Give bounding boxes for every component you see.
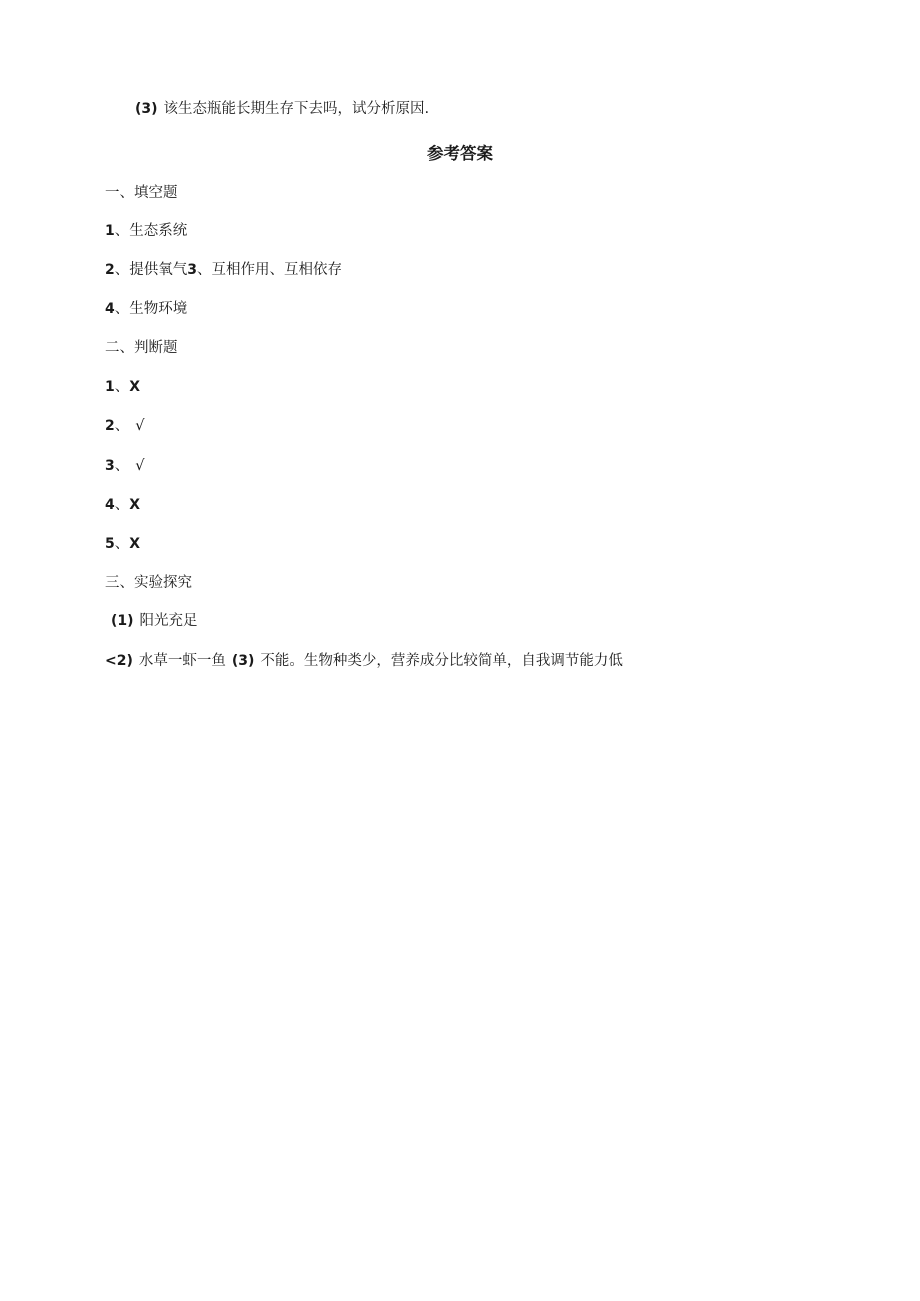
question-3 — [135, 99, 429, 119]
section-3-heading: 三、实验探究 — [105, 575, 192, 591]
cross-mark: X — [129, 497, 141, 513]
cross-mark: X — [129, 379, 141, 395]
answer-title: 参考答案 — [427, 144, 493, 163]
answer-text: 、提供氧气 — [114, 262, 188, 278]
judge-answer-5 — [105, 534, 140, 554]
answer-number: <2) — [105, 653, 133, 669]
answer-number: 3 — [105, 458, 115, 474]
answer-sep: 、 — [114, 458, 130, 474]
question-text: 该生态瓶能长期生存下去吗，试分析原因. — [163, 101, 430, 117]
answer-sep: 、 — [114, 379, 130, 395]
answer-number: 3 — [187, 262, 197, 278]
answer-number: 1 — [105, 223, 115, 239]
judge-answer-1 — [105, 377, 140, 397]
cross-mark: X — [129, 536, 141, 552]
fill-answer-4 — [105, 299, 187, 319]
judge-answer-4 — [105, 495, 140, 515]
answer-text: 不能。生物种类少，营养成分比较简单，自我调节能力低 — [260, 653, 623, 669]
answer-number: 4 — [105, 301, 115, 317]
answer-text: 、互相作用、互相依存 — [197, 262, 342, 278]
judge-answer-2 — [105, 416, 145, 436]
answer-text: 、生物环境 — [114, 301, 188, 317]
check-mark: √ — [135, 458, 145, 474]
answer-sep: 、 — [114, 418, 130, 434]
answer-text: 、生态系统 — [114, 223, 188, 239]
answer-text: 水草一虾一鱼 — [138, 653, 226, 669]
check-mark: √ — [135, 418, 145, 434]
judge-answer-3 — [105, 456, 145, 476]
answer-sep: 、 — [114, 536, 130, 552]
section-2-heading: 二、判断题 — [105, 340, 178, 356]
answer-number: 5 — [105, 536, 115, 552]
answer-number: 1 — [105, 379, 115, 395]
fill-answer-2-3 — [105, 260, 342, 280]
question-number: (3) — [135, 101, 158, 117]
answer-number: 2 — [105, 262, 115, 278]
section-1-heading: 一、填空题 — [105, 185, 178, 201]
experiment-answer-1 — [111, 611, 198, 631]
experiment-answer-2-3 — [105, 651, 623, 671]
answer-number: 4 — [105, 497, 115, 513]
answer-sep: 、 — [114, 497, 130, 513]
fill-answer-1 — [105, 221, 187, 241]
answer-number: 2 — [105, 418, 115, 434]
answer-text: 阳光充足 — [139, 613, 198, 629]
answer-number: (3) — [231, 653, 255, 669]
answer-number: (1) — [111, 613, 134, 629]
